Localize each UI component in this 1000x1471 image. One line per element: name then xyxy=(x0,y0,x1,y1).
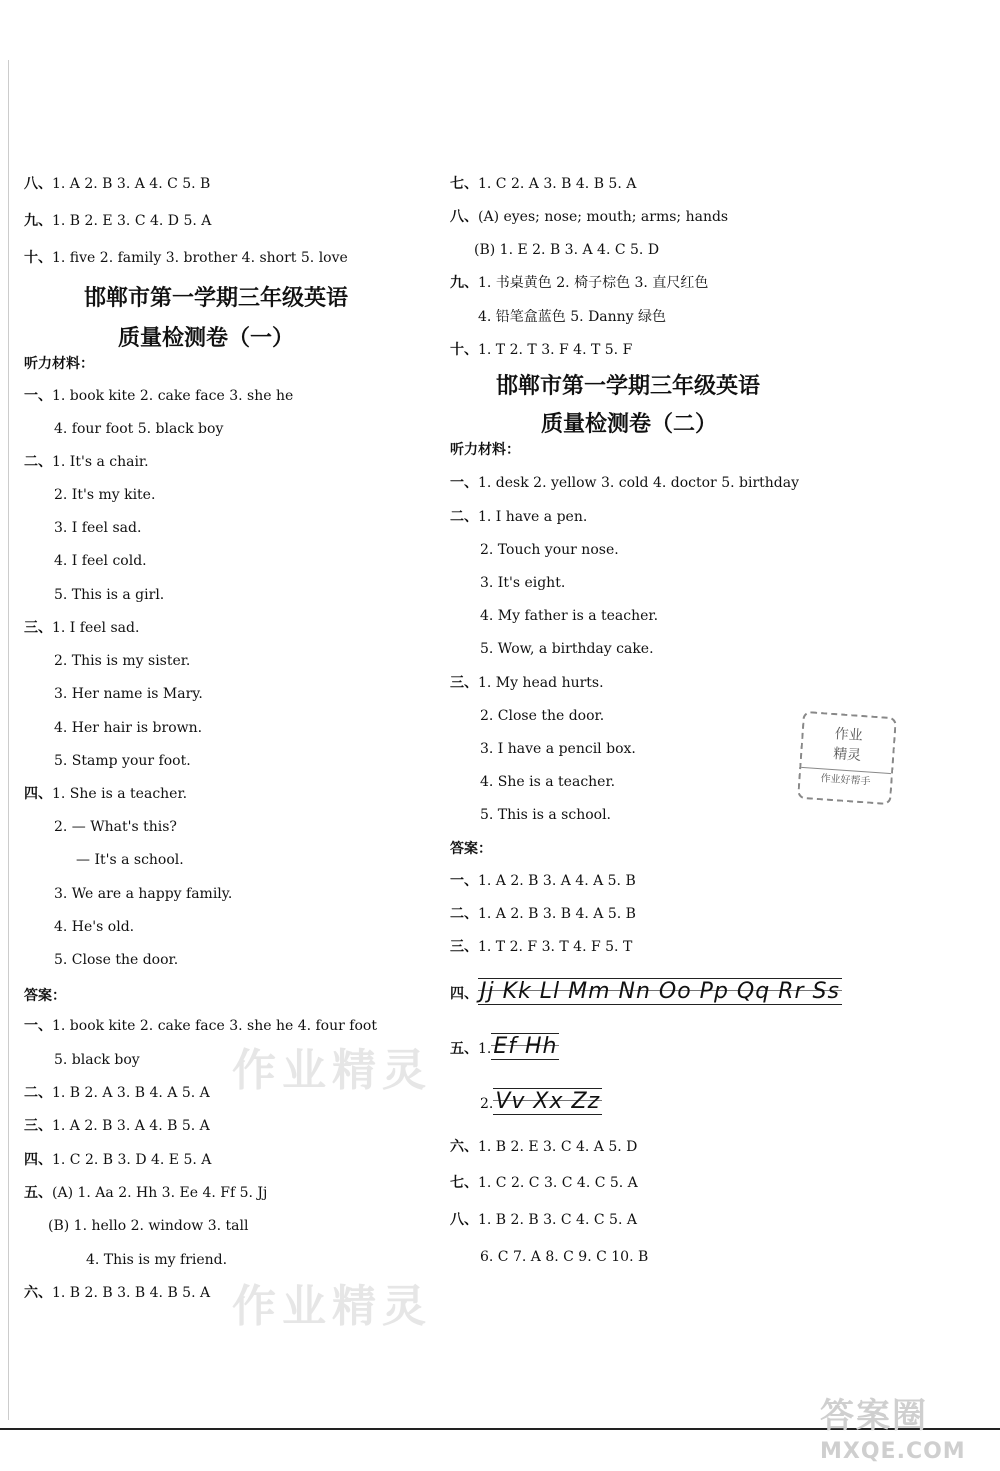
site-logo xyxy=(820,1388,966,1464)
list-item: 5. Close the door. xyxy=(54,952,179,968)
answer-line: 四、Jj Kk Ll Mm Nn Oo Pp Qq Rr Ss xyxy=(450,979,840,1004)
answer-line: 一、1. A 2. B 3. A 4. A 5. B xyxy=(450,873,636,889)
stamp-watermark xyxy=(797,711,897,805)
answer-line: 八、1. A 2. B 3. A 4. C 5. B xyxy=(24,176,211,192)
answer-line: 2.Vv Xx Zz xyxy=(480,1089,601,1114)
answer-line: 六、1. B 2. E 3. C 4. A 5. D xyxy=(450,1139,638,1155)
answer-line: 八、1. B 2. B 3. C 4. C 5. A xyxy=(450,1212,637,1228)
list-item: 5. This is a girl. xyxy=(54,587,165,603)
answer-line: 十、1. five 2. family 3. brother 4. short 5. love xyxy=(24,250,348,266)
list-item: 5. Stamp your foot. xyxy=(54,753,191,769)
list-item: — It's a school. xyxy=(76,852,184,868)
list-item: 三、1. I feel sad. xyxy=(24,620,140,636)
list-item: 3. We are a happy family. xyxy=(54,886,233,902)
watermark: 作业精灵 xyxy=(232,1045,432,1096)
answer-line: (B) 1. hello 2. window 3. tall xyxy=(48,1218,249,1234)
list-item: 4. Her hair is brown. xyxy=(54,720,203,736)
answer-line: 一、1. book kite 2. cake face 3. she he 4. four foot xyxy=(24,1018,377,1034)
answer-line: 六、1. B 2. B 3. B 4. B 5. A xyxy=(24,1285,211,1301)
listening-heading: 听力材料： xyxy=(24,356,94,372)
page-edge xyxy=(8,60,9,1420)
answer-line: 八、(A) eyes; nose; mouth; arms; hands xyxy=(450,209,729,225)
list-item: 3. It's eight. xyxy=(480,575,566,591)
list-item: 5. Wow, a birthday cake. xyxy=(480,641,654,657)
list-item: 2. — What's this? xyxy=(54,819,177,835)
list-item: 一、1. desk 2. yellow 3. cold 4. doctor 5. birthday xyxy=(450,475,799,491)
logo-url: MXQE.COM xyxy=(820,1439,966,1464)
list-item: 5. This is a school. xyxy=(480,807,612,823)
answer-line: 七、1. C 2. C 3. C 4. C 5. A xyxy=(450,1175,638,1191)
stamp-text: 精灵 xyxy=(832,746,862,764)
answer-line: 5. black boy xyxy=(54,1052,140,1068)
handwriting-letters: Vv Xx Zz xyxy=(495,1089,601,1114)
answers-heading: 答案： xyxy=(24,988,66,1004)
list-item: 2. It's my kite. xyxy=(54,487,156,503)
list-item: 4. She is a teacher. xyxy=(480,774,616,790)
stamp-text: 作业 xyxy=(834,726,864,745)
answers-heading: 答案： xyxy=(450,841,492,857)
listening-heading: 听力材料： xyxy=(450,442,520,458)
list-item: 一、1. book kite 2. cake face 3. she he xyxy=(24,388,294,404)
list-item: 二、1. It's a chair. xyxy=(24,454,149,470)
list-item: 二、1. I have a pen. xyxy=(450,509,588,525)
list-item: 3. I have a pencil box. xyxy=(480,741,636,757)
list-item: 三、1. My head hurts. xyxy=(450,675,604,691)
list-item: 4. four foot 5. black boy xyxy=(54,421,224,437)
list-item: 2. Close the door. xyxy=(480,708,605,724)
section-title: 邯郸市第一学期三年级英语 xyxy=(496,374,761,399)
list-item: 4. He's old. xyxy=(54,919,135,935)
answer-line: 五、1.Ef Hh xyxy=(450,1034,558,1059)
answer-line: 七、1. C 2. A 3. B 4. B 5. A xyxy=(450,176,637,192)
section-subtitle: 质量检测卷（二） xyxy=(541,412,718,437)
list-item: 四、1. She is a teacher. xyxy=(24,786,188,802)
list-item: 2. Touch your nose. xyxy=(480,542,619,558)
answer-line: 十、1. T 2. T 3. F 4. T 5. F xyxy=(450,342,633,358)
answer-line: (B) 1. E 2. B 3. A 4. C 5. D xyxy=(474,242,660,258)
answer-line: 二、1. B 2. A 3. B 4. A 5. A xyxy=(24,1085,210,1101)
answer-line: 三、1. A 2. B 3. A 4. B 5. A xyxy=(24,1118,210,1134)
answer-line: 二、1. A 2. B 3. B 4. A 5. B xyxy=(450,906,636,922)
logo-text: 答案圈 xyxy=(820,1396,928,1436)
list-item: 3. Her name is Mary. xyxy=(54,686,203,702)
answer-line: 四、1. C 2. B 3. D 4. E 5. A xyxy=(24,1152,212,1168)
section-subtitle: 质量检测卷（一） xyxy=(118,326,295,351)
handwriting-letters: Jj Kk Ll Mm Nn Oo Pp Qq Rr Ss xyxy=(480,979,840,1004)
stamp-text: 作业好帮手 xyxy=(800,767,891,789)
answer-line: 九、1. 书桌黄色 2. 椅子棕色 3. 直尺红色 xyxy=(450,275,709,291)
watermark: 作业精灵 xyxy=(232,1281,432,1332)
list-item: 3. I feel sad. xyxy=(54,520,142,536)
answer-line: 4. 铅笔盒蓝色 5. Danny 绿色 xyxy=(478,309,667,325)
answer-line: 五、(A) 1. Aa 2. Hh 3. Ee 4. Ff 5. Jj xyxy=(24,1185,268,1201)
answer-line: 三、1. T 2. F 3. T 4. F 5. T xyxy=(450,939,633,955)
answer-line: 4. This is my friend. xyxy=(86,1252,228,1268)
list-item: 4. I feel cold. xyxy=(54,553,147,569)
handwriting-letters: Ef Hh xyxy=(493,1034,558,1059)
list-item: 4. My father is a teacher. xyxy=(480,608,659,624)
answer-line: 九、1. B 2. E 3. C 4. D 5. A xyxy=(24,213,212,229)
answer-line: 6. C 7. A 8. C 9. C 10. B xyxy=(480,1249,649,1265)
list-item: 2. This is my sister. xyxy=(54,653,191,669)
section-title: 邯郸市第一学期三年级英语 xyxy=(84,286,349,311)
